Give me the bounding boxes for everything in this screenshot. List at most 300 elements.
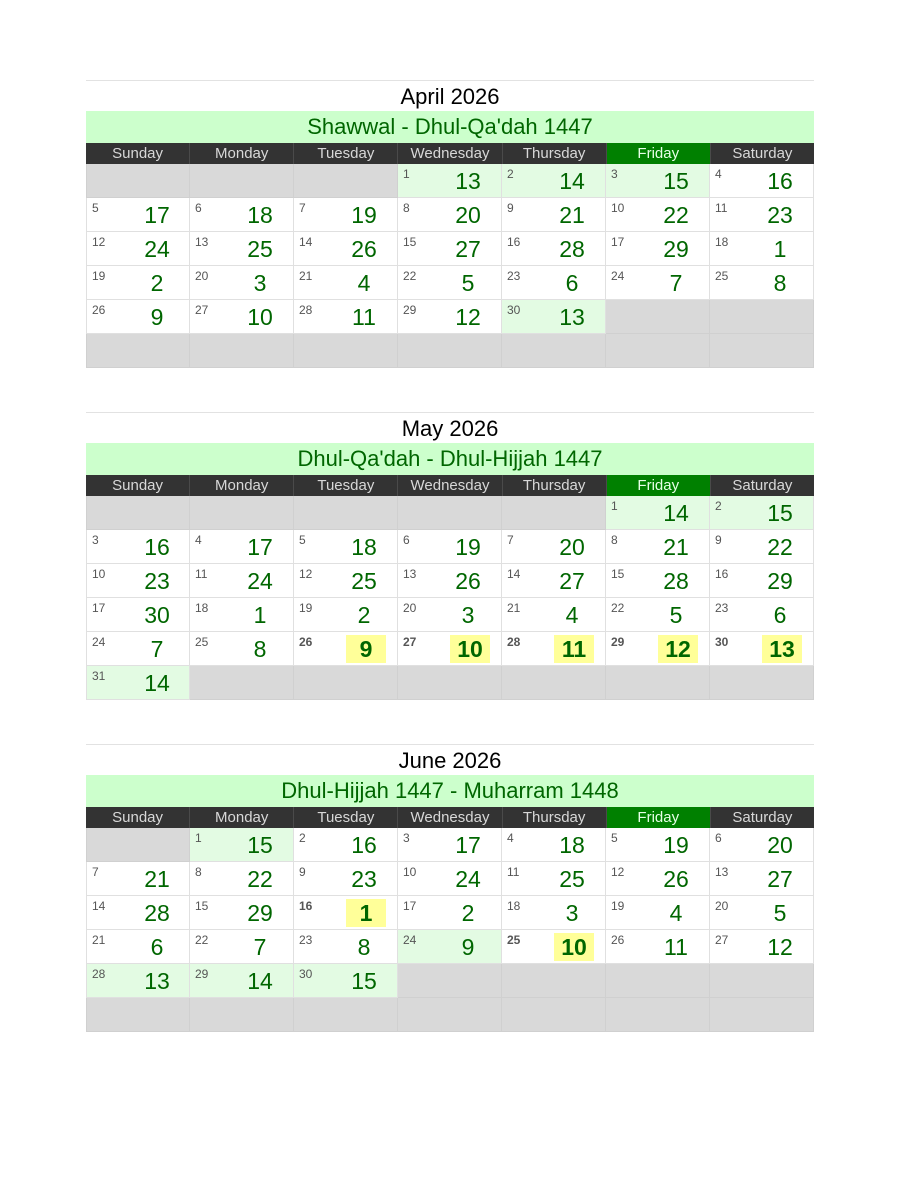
day-cell (710, 496, 814, 530)
day-cell (710, 896, 814, 930)
gregorian-date: 4 (715, 167, 722, 181)
gregorian-date: 19 (299, 601, 313, 615)
gregorian-date: 2 (299, 831, 306, 845)
empty-day-cell (86, 496, 190, 530)
gregorian-date: 10 (403, 865, 417, 879)
day-cell (294, 198, 398, 232)
gregorian-date: 20 (715, 899, 729, 913)
hijri-date: 4 (669, 900, 683, 926)
day-cell (86, 666, 190, 700)
gregorian-date: 31 (92, 669, 106, 683)
hijri-date: 16 (767, 168, 793, 194)
gregorian-date: 11 (715, 201, 728, 215)
weekday-saturday: Saturday (732, 145, 793, 162)
day-cell (606, 530, 710, 564)
gregorian-date: 2 (715, 499, 722, 513)
day-cell (710, 164, 814, 198)
hijri-date: 11 (352, 304, 376, 330)
hijri-date: 13 (559, 304, 585, 330)
day-cell (710, 828, 814, 862)
gregorian-date: 16 (507, 235, 521, 249)
hijri-date: 28 (559, 236, 585, 262)
day-cell (190, 564, 294, 598)
hijri-date: 17 (144, 202, 170, 228)
day-cell (502, 896, 606, 930)
empty-day-cell (398, 666, 502, 700)
day-cell (190, 930, 294, 964)
gregorian-date: 10 (92, 567, 106, 581)
empty-day-cell (294, 164, 398, 198)
empty-day-cell (606, 964, 710, 998)
day-cell (502, 266, 606, 300)
gregorian-date: 28 (92, 967, 106, 981)
hijri-date: 12 (658, 635, 698, 663)
hijri-month-range: Shawwal - Dhul-Qa'dah 1447 (86, 111, 814, 143)
gregorian-date: 14 (92, 899, 106, 913)
gregorian-date: 9 (507, 201, 514, 215)
gregorian-date: 17 (403, 899, 417, 913)
weekday-sunday: Sunday (86, 475, 190, 496)
hijri-date: 29 (767, 568, 793, 594)
hijri-date: 23 (351, 866, 377, 892)
hijri-date: 4 (357, 270, 371, 296)
gregorian-date: 18 (195, 601, 209, 615)
gregorian-date: 18 (507, 899, 521, 913)
day-cell (606, 564, 710, 598)
day-cell (190, 300, 294, 334)
hijri-date: 8 (357, 934, 371, 960)
hijri-date: 5 (773, 900, 787, 926)
day-cell (398, 930, 502, 964)
hijri-date: 15 (663, 168, 689, 194)
gregorian-date: 29 (195, 967, 209, 981)
hijri-date: 23 (144, 568, 170, 594)
gregorian-date: 9 (715, 533, 722, 547)
hijri-date: 28 (663, 568, 689, 594)
empty-day-cell (502, 666, 606, 700)
gregorian-date: 26 (92, 303, 106, 317)
day-grid (86, 164, 814, 368)
hijri-date: 30 (144, 602, 170, 628)
day-cell (86, 198, 190, 232)
day-cell (398, 828, 502, 862)
hijri-date: 25 (351, 568, 377, 594)
gregorian-date: 30 (507, 303, 521, 317)
day-cell (606, 862, 710, 896)
gregorian-date: 25 (507, 933, 521, 947)
empty-day-cell (502, 964, 606, 998)
month-title: May 2026 (86, 412, 814, 443)
gregorian-date: 30 (299, 967, 313, 981)
day-cell (294, 300, 398, 334)
day-cell (606, 598, 710, 632)
gregorian-date: 21 (507, 601, 521, 615)
hijri-date: 28 (144, 900, 170, 926)
hijri-date: 29 (247, 900, 273, 926)
hijri-date: 16 (351, 832, 377, 858)
day-cell (190, 828, 294, 862)
empty-day-cell (398, 964, 502, 998)
gregorian-date: 23 (299, 933, 313, 947)
weekday-wednesday: Wednesday (398, 143, 502, 164)
gregorian-date: 17 (611, 235, 625, 249)
hijri-date: 18 (559, 832, 585, 858)
empty-day-cell (86, 164, 190, 198)
day-cell (502, 598, 606, 632)
gregorian-date: 6 (195, 201, 202, 215)
gregorian-date: 27 (715, 933, 729, 947)
gregorian-date: 28 (507, 635, 521, 649)
hijri-date: 3 (253, 270, 267, 296)
hijri-date: 9 (150, 304, 164, 330)
gregorian-date: 15 (195, 899, 209, 913)
weekday-thursday: Thursday (503, 475, 607, 496)
empty-day-cell (190, 334, 294, 368)
day-cell (398, 232, 502, 266)
hijri-date: 29 (663, 236, 689, 262)
day-cell (606, 632, 710, 666)
hijri-date: 20 (559, 534, 585, 560)
gregorian-date: 18 (715, 235, 729, 249)
gregorian-date: 21 (299, 269, 313, 283)
day-cell (190, 964, 294, 998)
gregorian-date: 13 (195, 235, 209, 249)
gregorian-date: 15 (611, 567, 625, 581)
weekday-thursday: Thursday (503, 143, 607, 164)
day-cell (710, 198, 814, 232)
gregorian-date: 27 (403, 635, 417, 649)
day-cell (86, 232, 190, 266)
empty-day-cell (398, 334, 502, 368)
day-cell (502, 862, 606, 896)
gregorian-date: 6 (403, 533, 410, 547)
gregorian-date: 26 (611, 933, 625, 947)
gregorian-date: 8 (403, 201, 410, 215)
empty-day-cell (294, 998, 398, 1032)
gregorian-date: 22 (611, 601, 625, 615)
hijri-date: 20 (767, 832, 793, 858)
day-cell (502, 300, 606, 334)
day-cell (294, 964, 398, 998)
gregorian-date: 17 (92, 601, 106, 615)
day-cell (86, 300, 190, 334)
day-cell (606, 198, 710, 232)
day-cell (606, 496, 710, 530)
hijri-date: 21 (559, 202, 585, 228)
day-cell (294, 564, 398, 598)
day-cell (398, 530, 502, 564)
hijri-date: 7 (150, 636, 164, 662)
day-cell (710, 530, 814, 564)
day-cell (294, 632, 398, 666)
empty-day-cell (606, 666, 710, 700)
empty-day-cell (190, 496, 294, 530)
month-calendar (86, 744, 814, 1032)
gregorian-date: 20 (403, 601, 417, 615)
empty-day-cell (398, 998, 502, 1032)
hijri-date: 1 (773, 236, 787, 262)
weekday-header (86, 475, 814, 496)
hijri-date: 4 (565, 602, 579, 628)
hijri-date: 11 (664, 934, 688, 960)
gregorian-date: 9 (299, 865, 306, 879)
gregorian-date: 4 (195, 533, 202, 547)
weekday-friday: Friday (607, 143, 711, 164)
empty-day-cell (606, 300, 710, 334)
hijri-date: 2 (461, 900, 475, 926)
weekday-header (86, 143, 814, 164)
gregorian-date: 7 (299, 201, 306, 215)
hijri-date: 27 (767, 866, 793, 892)
day-cell (190, 598, 294, 632)
day-cell (294, 266, 398, 300)
hijri-date: 6 (150, 934, 164, 960)
empty-day-cell (710, 998, 814, 1032)
gregorian-date: 4 (507, 831, 514, 845)
hijri-date: 6 (773, 602, 787, 628)
day-cell (190, 632, 294, 666)
hijri-date: 19 (455, 534, 481, 560)
hijri-date: 7 (253, 934, 267, 960)
day-cell (502, 232, 606, 266)
gregorian-date: 12 (299, 567, 313, 581)
hijri-date: 11 (554, 635, 594, 663)
hijri-date: 26 (351, 236, 377, 262)
gregorian-date: 13 (715, 865, 729, 879)
weekday-saturday: Saturday (732, 809, 793, 826)
gregorian-date: 30 (715, 635, 729, 649)
day-cell (398, 896, 502, 930)
day-cell (294, 232, 398, 266)
empty-day-cell (86, 998, 190, 1032)
gregorian-date: 1 (403, 167, 410, 181)
hijri-date: 21 (144, 866, 170, 892)
weekday-thursday: Thursday (503, 807, 607, 828)
day-cell (606, 930, 710, 964)
hijri-date: 9 (346, 635, 386, 663)
day-cell (502, 828, 606, 862)
gregorian-date: 10 (611, 201, 625, 215)
hijri-date: 2 (150, 270, 164, 296)
hijri-date: 25 (559, 866, 585, 892)
day-cell (398, 198, 502, 232)
hijri-date: 12 (455, 304, 481, 330)
empty-day-cell (710, 300, 814, 334)
gregorian-date: 12 (611, 865, 625, 879)
gregorian-date: 16 (715, 567, 729, 581)
hijri-date: 1 (253, 602, 267, 628)
hijri-date: 27 (455, 236, 481, 262)
day-cell (502, 564, 606, 598)
gregorian-date: 6 (715, 831, 722, 845)
day-cell (710, 862, 814, 896)
hijri-month-range: Dhul-Qa'dah - Dhul-Hijjah 1447 (86, 443, 814, 475)
hijri-date: 15 (351, 968, 377, 994)
hijri-date: 8 (253, 636, 267, 662)
day-cell (86, 564, 190, 598)
gregorian-date: 1 (195, 831, 202, 845)
gregorian-date: 7 (507, 533, 514, 547)
hijri-month-range: Dhul-Hijjah 1447 - Muharram 1448 (86, 775, 814, 807)
empty-day-cell (86, 334, 190, 368)
hijri-date: 19 (663, 832, 689, 858)
hijri-date: 25 (247, 236, 273, 262)
hijri-date: 27 (559, 568, 585, 594)
day-cell (294, 530, 398, 564)
day-cell (190, 266, 294, 300)
empty-day-cell (502, 334, 606, 368)
gregorian-date: 16 (299, 899, 313, 913)
day-cell (710, 632, 814, 666)
day-cell (86, 862, 190, 896)
hijri-date: 24 (247, 568, 273, 594)
weekday-saturday: Saturday (732, 477, 793, 494)
month-title: June 2026 (86, 744, 814, 775)
hijri-date: 17 (455, 832, 481, 858)
hijri-date: 26 (663, 866, 689, 892)
gregorian-date: 7 (92, 865, 99, 879)
hijri-date: 24 (144, 236, 170, 262)
hijri-date: 20 (455, 202, 481, 228)
day-cell (710, 564, 814, 598)
weekday-friday: Friday (607, 807, 711, 828)
day-cell (86, 598, 190, 632)
gregorian-date: 25 (195, 635, 209, 649)
day-cell (710, 232, 814, 266)
day-cell (502, 930, 606, 964)
hijri-date: 14 (144, 670, 170, 696)
empty-day-cell (294, 334, 398, 368)
hijri-date: 15 (767, 500, 793, 526)
gregorian-date: 23 (715, 601, 729, 615)
day-cell (398, 632, 502, 666)
day-cell (294, 896, 398, 930)
day-cell (606, 232, 710, 266)
gregorian-date: 13 (403, 567, 417, 581)
gregorian-date: 14 (507, 567, 521, 581)
empty-day-cell (606, 334, 710, 368)
day-cell (86, 930, 190, 964)
weekday-header (86, 807, 814, 828)
weekday-monday: Monday (190, 143, 294, 164)
gregorian-date: 19 (611, 899, 625, 913)
gregorian-date: 5 (611, 831, 618, 845)
gregorian-date: 29 (403, 303, 417, 317)
weekday-tuesday: Tuesday (294, 143, 398, 164)
hijri-date: 10 (554, 933, 594, 961)
empty-day-cell (502, 998, 606, 1032)
day-cell (86, 964, 190, 998)
gregorian-date: 24 (611, 269, 625, 283)
day-grid (86, 496, 814, 700)
gregorian-date: 8 (195, 865, 202, 879)
gregorian-date: 21 (92, 933, 106, 947)
gregorian-date: 24 (403, 933, 417, 947)
day-cell (710, 930, 814, 964)
hijri-date: 22 (767, 534, 793, 560)
hijri-date: 3 (461, 602, 475, 628)
hijri-date: 14 (559, 168, 585, 194)
empty-day-cell (710, 666, 814, 700)
day-cell (190, 198, 294, 232)
hijri-date: 12 (767, 934, 793, 960)
gregorian-date: 23 (507, 269, 521, 283)
day-cell (294, 598, 398, 632)
empty-day-cell (294, 496, 398, 530)
day-cell (398, 564, 502, 598)
hijri-date: 26 (455, 568, 481, 594)
day-cell (86, 896, 190, 930)
gregorian-date: 3 (611, 167, 618, 181)
hijri-date: 23 (767, 202, 793, 228)
hijri-date: 8 (773, 270, 787, 296)
gregorian-date: 27 (195, 303, 209, 317)
day-cell (294, 862, 398, 896)
day-cell (710, 266, 814, 300)
day-cell (398, 266, 502, 300)
gregorian-date: 28 (299, 303, 313, 317)
hijri-date: 7 (669, 270, 683, 296)
day-cell (606, 164, 710, 198)
hijri-date: 24 (455, 866, 481, 892)
weekday-tuesday: Tuesday (294, 475, 398, 496)
hijri-date: 5 (461, 270, 475, 296)
day-cell (502, 198, 606, 232)
weekday-friday: Friday (607, 475, 711, 496)
weekday-monday: Monday (190, 807, 294, 828)
gregorian-date: 22 (403, 269, 417, 283)
hijri-date: 21 (663, 534, 689, 560)
day-cell (86, 530, 190, 564)
gregorian-date: 25 (715, 269, 729, 283)
hijri-date: 18 (247, 202, 273, 228)
gregorian-date: 8 (611, 533, 618, 547)
day-cell (86, 632, 190, 666)
day-cell (606, 896, 710, 930)
hijri-date: 2 (357, 602, 371, 628)
hijri-date: 14 (247, 968, 273, 994)
hijri-date: 14 (663, 500, 689, 526)
month-title: April 2026 (86, 80, 814, 111)
day-cell (86, 266, 190, 300)
day-cell (190, 530, 294, 564)
gregorian-date: 26 (299, 635, 313, 649)
day-cell (190, 862, 294, 896)
empty-day-cell (710, 964, 814, 998)
gregorian-date: 24 (92, 635, 106, 649)
gregorian-date: 3 (403, 831, 410, 845)
gregorian-date: 5 (92, 201, 99, 215)
hijri-date: 10 (247, 304, 273, 330)
day-cell (606, 266, 710, 300)
day-cell (398, 300, 502, 334)
gregorian-date: 2 (507, 167, 514, 181)
gregorian-date: 1 (611, 499, 618, 513)
hijri-date: 15 (247, 832, 273, 858)
hijri-date: 13 (144, 968, 170, 994)
empty-day-cell (606, 998, 710, 1032)
hijri-date: 22 (663, 202, 689, 228)
day-cell (398, 862, 502, 896)
gregorian-date: 19 (92, 269, 106, 283)
day-cell (606, 828, 710, 862)
gregorian-date: 11 (195, 567, 208, 581)
day-cell (294, 930, 398, 964)
empty-day-cell (190, 164, 294, 198)
day-cell (710, 598, 814, 632)
weekday-monday: Monday (190, 475, 294, 496)
day-cell (398, 598, 502, 632)
